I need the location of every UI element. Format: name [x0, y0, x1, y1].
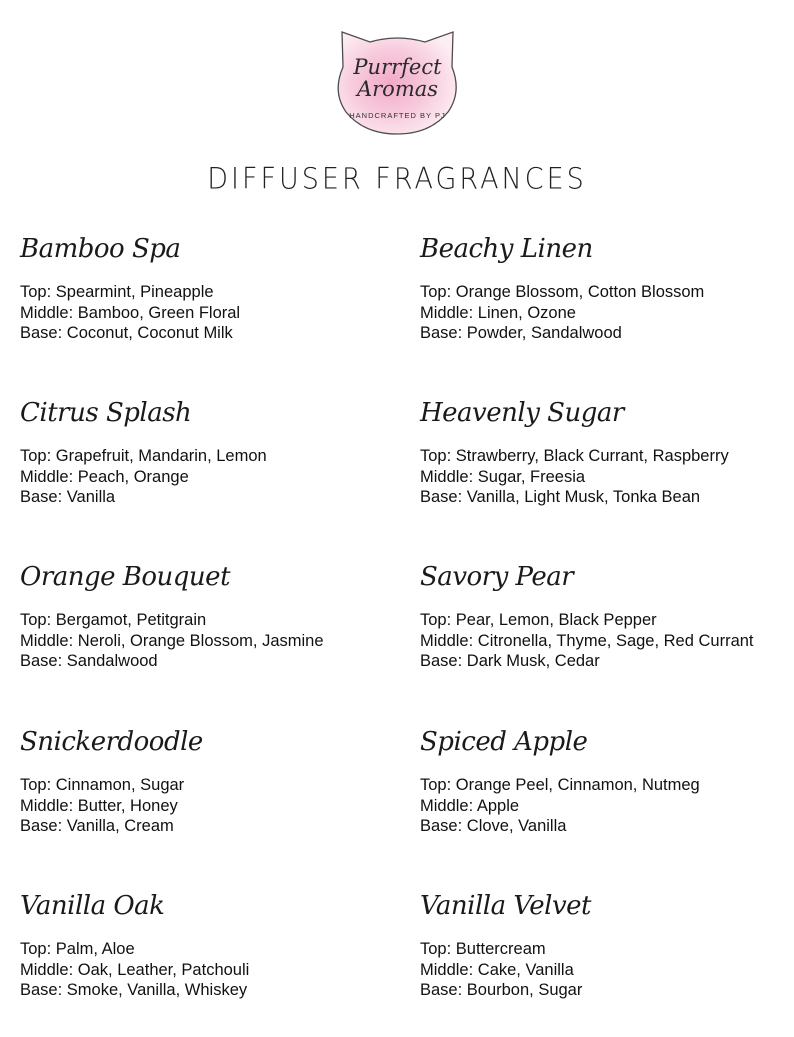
fragrance-block	[420, 560, 794, 672]
fragrance-block	[20, 725, 400, 837]
note-top: Top: Pear, Lemon, Black Pepper	[420, 611, 657, 629]
fragrance-block	[420, 396, 794, 508]
note-base: Base: Sandalwood	[20, 652, 158, 670]
note-top: Top: Orange Blossom, Cotton Blossom	[420, 283, 705, 301]
fragrance-block	[420, 889, 794, 1001]
fragrance-block	[420, 725, 794, 837]
note-base: Base: Vanilla	[20, 488, 116, 506]
fragrance-notes	[20, 775, 400, 837]
fragrance-notes	[20, 610, 400, 672]
note-base: Base: Vanilla, Cream	[20, 817, 174, 835]
note-base: Base: Coconut, Coconut Milk	[20, 324, 233, 342]
note-middle: Middle: Citronella, Thyme, Sage, Red Currant	[420, 631, 754, 650]
note-top: Top: Cinnamon, Sugar	[20, 776, 185, 794]
fragrance-name: Beachy Linen	[420, 234, 593, 264]
fragrance-name: Snickerdoodle	[20, 727, 203, 757]
fragrance-notes	[20, 939, 400, 1001]
fragrance-notes	[20, 282, 400, 344]
note-middle: Middle: Oak, Leather, Patchouli	[20, 960, 250, 979]
note-top: Top: Orange Peel, Cinnamon, Nutmeg	[420, 776, 700, 794]
note-top: Top: Bergamot, Petitgrain	[20, 611, 207, 629]
note-base: Base: Dark Musk, Cedar	[420, 652, 600, 670]
note-top: Top: Grapefruit, Mandarin, Lemon	[20, 447, 267, 465]
fragrance-notes	[420, 775, 794, 837]
note-top: Top: Palm, Aloe	[20, 940, 135, 958]
note-base: Base: Powder, Sandalwood	[420, 324, 622, 342]
note-middle: Middle: Bamboo, Green Floral	[20, 303, 241, 322]
note-middle: Middle: Linen, Ozone	[420, 303, 576, 322]
fragrance-notes	[420, 282, 794, 344]
note-middle: Middle: Cake, Vanilla	[420, 960, 574, 979]
note-middle: Middle: Sugar, Freesia	[420, 467, 586, 486]
fragrance-block	[20, 560, 400, 672]
fragrance-notes	[420, 610, 794, 672]
note-middle: Middle: Neroli, Orange Blossom, Jasmine	[20, 631, 324, 650]
brand-logo	[330, 12, 465, 137]
fragrance-block	[20, 889, 400, 1001]
fragrance-block	[20, 396, 400, 508]
fragrance-block	[420, 232, 794, 344]
note-top: Top: Buttercream	[420, 940, 546, 958]
note-base: Base: Bourbon, Sugar	[420, 981, 583, 999]
note-middle: Middle: Peach, Orange	[20, 467, 189, 486]
fragrance-block	[20, 232, 400, 344]
fragrance-name: Savory Pear	[420, 562, 574, 592]
note-top: Top: Strawberry, Black Currant, Raspberry	[420, 447, 729, 465]
logo-text-line2: Aromas	[356, 77, 439, 101]
fragrance-notes	[420, 939, 794, 1001]
note-base: Base: Vanilla, Light Musk, Tonka Bean	[420, 488, 701, 506]
note-base: Base: Smoke, Vanilla, Whiskey	[20, 981, 248, 999]
fragrance-name: Bamboo Spa	[20, 234, 181, 264]
fragrance-name: Heavenly Sugar	[420, 398, 624, 428]
page-title: DIFFUSER FRAGRANCES	[207, 162, 587, 197]
note-top: Top: Spearmint, Pineapple	[20, 283, 214, 301]
fragrance-name: Citrus Splash	[20, 398, 192, 428]
fragrance-name: Vanilla Oak	[20, 891, 165, 921]
fragrance-notes	[420, 446, 794, 508]
fragrance-name: Spiced Apple	[420, 727, 588, 757]
fragrance-name: Vanilla Velvet	[420, 891, 591, 921]
fragrance-notes	[20, 446, 400, 508]
note-base: Base: Clove, Vanilla	[420, 817, 567, 835]
logo-tagline: HANDCRAFTED BY PJ	[349, 111, 446, 120]
note-middle: Middle: Butter, Honey	[20, 796, 178, 815]
logo-text-line1: Purrfect	[353, 55, 442, 79]
fragrance-name: Orange Bouquet	[20, 562, 231, 592]
note-middle: Middle: Apple	[420, 796, 520, 815]
